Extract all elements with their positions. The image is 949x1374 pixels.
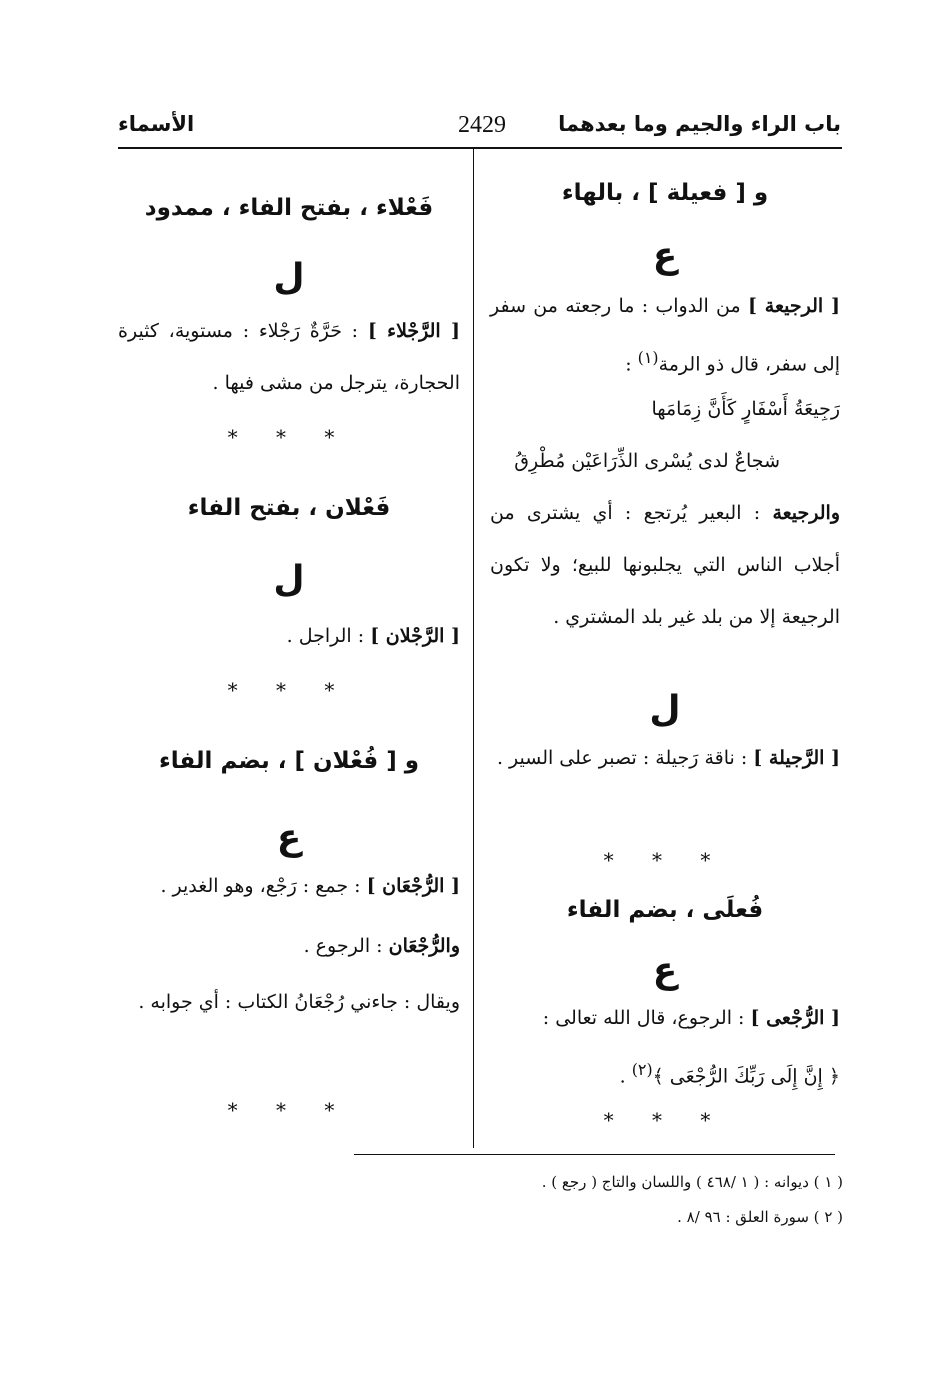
section-separator: * * * <box>227 1098 351 1122</box>
footnote-1: ( ١ ) ديوانه : ( ١ /٤٦٨ ) واللسان والتاج ( رجع ) . <box>541 1173 843 1191</box>
entry-text: : الرجوع، قال الله تعالى : <box>542 1007 745 1029</box>
footnote-ref-2: (٢) <box>631 1060 653 1079</box>
entry-text: : البعير يُرتجع : أي يشترى من أجلاب الناس التي يجلبونها للبيع؛ ولا تكون الرجيعة إلا من بلد غير بلد المشتري . <box>490 502 840 628</box>
left-entry-rujan-2 <box>118 920 460 972</box>
quran-quote: ﴿ إِنَّ إِلَى رَبِّكَ الرُّجْعَى ﴾ <box>652 1065 840 1088</box>
entry-term: [ الرجيعة ] <box>747 295 841 317</box>
left-letter-lam-2: ل <box>273 559 305 600</box>
entry-term: [ الرَّجْلان ] <box>370 625 460 647</box>
right-entry-rajia-2 <box>490 487 840 643</box>
section-separator: * * * <box>227 678 351 702</box>
left-letter-lam-1: ل <box>273 257 305 298</box>
entry-term: والرُّجْعَان <box>388 935 460 957</box>
left-entry-rajlaa <box>118 305 460 409</box>
footnote-ref-1: (١) <box>637 348 659 367</box>
right-letter-ain-2: ع <box>652 950 678 991</box>
footnote-2: ( ٢ ) سورة العلق : ٩٦ /٨ . <box>677 1208 843 1226</box>
footnote-rule <box>354 1154 835 1155</box>
right-heading-faila: و [ فعيلة ] ، بالهاء <box>561 180 769 206</box>
entry-text: : حَرَّةٌ رَجْلاء : مستوية، كثيرة الحجارة، يترجل من مشى فيها . <box>118 320 460 394</box>
entry-period: . <box>619 1065 626 1088</box>
right-letter-lam: ل <box>649 689 681 730</box>
right-heading-fula: فُعلَى ، بضم الفاء <box>566 897 764 923</box>
right-entry-rajila <box>490 732 840 784</box>
entry-term: [ الرُّجْعى ] <box>750 1007 840 1029</box>
section-separator: * * * <box>227 425 351 449</box>
entry-term: [ الرَّجْلاء ] <box>367 320 461 342</box>
entry-colon: : <box>625 353 632 376</box>
entry-text: : الراجل . <box>286 625 365 647</box>
left-heading-fulan: و [ فُعْلان ] ، بضم الفاء <box>158 748 420 774</box>
entry-term: [ الرَّجيلة ] <box>753 747 840 769</box>
entry-text: : الرجوع . <box>303 935 383 957</box>
running-head-section-title: باب الراء والجيم وما بعدهما <box>558 112 841 136</box>
entry-text: من الدواب : ما رجعته من سفر إلى سفر، قال ذو الرمة <box>490 295 840 376</box>
verse-line-2: شجاعٌ لدى يُسْرى الذِّرَاعَيْن مُطْرِقُ <box>514 450 780 472</box>
right-entry-rajia <box>490 280 840 390</box>
entry-term: والرجيعة <box>772 502 841 524</box>
left-entry-rujan <box>118 860 460 912</box>
entry-term: [ الرُّجْعَان ] <box>366 875 460 897</box>
right-entry-rujaa <box>490 992 840 1102</box>
running-head-chapter: الأسماء <box>118 112 195 136</box>
column-divider <box>473 148 474 1148</box>
section-separator: * * * <box>603 1108 727 1132</box>
entry-text: : جمع : رَجْع، وهو الغدير . <box>160 875 361 897</box>
header-rule <box>118 147 842 149</box>
left-letter-ain: ع <box>276 817 302 858</box>
page-number: 2429 <box>458 112 506 138</box>
left-heading-falan: فَعْلان ، بفتح الفاء <box>187 495 391 521</box>
entry-text: : ناقة رَجيلة : تصبر على السير . <box>496 747 748 769</box>
section-separator: * * * <box>603 848 727 872</box>
right-letter-ain-1: ع <box>652 235 678 276</box>
verse-line-1: رَجِيعَةُ أَسْفَارٍ كَأَنَّ زِمَامَها <box>651 398 840 420</box>
left-entry-rujan-3: ويقال : جاءني رُجْعَانُ الكتاب : أي جوابه . <box>138 991 460 1013</box>
left-entry-rajlan <box>118 610 460 662</box>
left-heading-falaa: فَعْلاء ، بفتح الفاء ، ممدود <box>144 195 434 221</box>
